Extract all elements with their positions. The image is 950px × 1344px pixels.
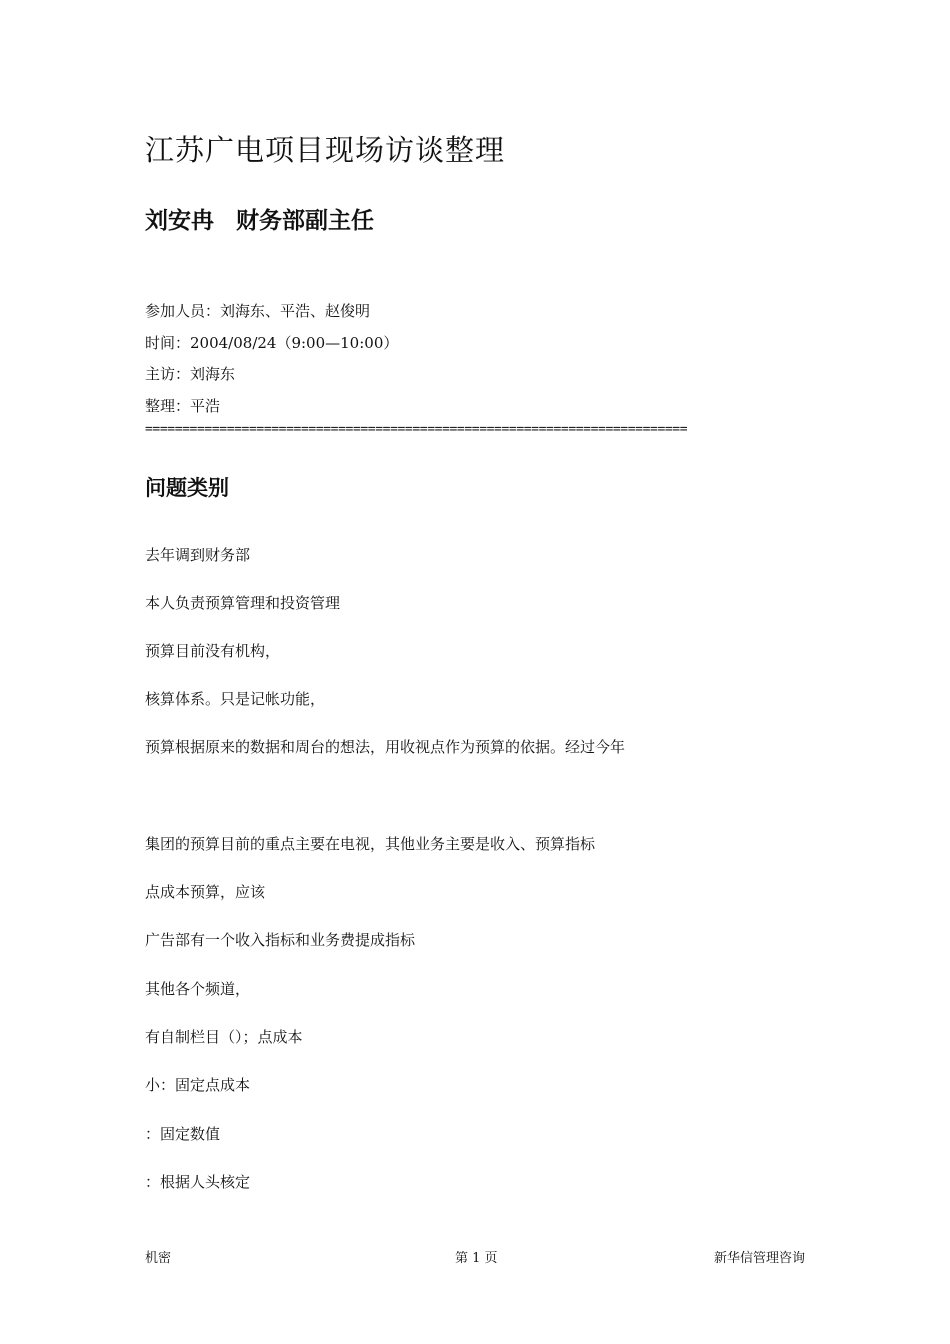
interviewee-role: 财务部副主任 bbox=[236, 208, 374, 234]
footer-confidential: 机密 bbox=[145, 1251, 172, 1266]
paragraph: 其他各个频道， bbox=[145, 980, 251, 998]
interviewee-heading bbox=[145, 202, 374, 235]
recorder-line: 整理：平浩 bbox=[145, 396, 221, 415]
paragraph: 去年调到财务部 bbox=[145, 546, 251, 564]
interviewee-name: 刘安冉 bbox=[145, 208, 214, 234]
section-heading: 问题类别 bbox=[145, 476, 229, 500]
document-title: 江苏广电项目现场访谈整理 bbox=[145, 133, 506, 167]
paragraph: 小：固定点成本 bbox=[145, 1076, 251, 1094]
paragraph: 核算体系。只是记帐功能， bbox=[145, 690, 326, 708]
meeting-info bbox=[145, 296, 398, 422]
footer-page-number: 第 1 页 bbox=[455, 1251, 498, 1266]
paragraph: 广告部有一个收入指标和业务费提成指标 bbox=[145, 931, 416, 949]
paragraph: 本人负责预算管理和投资管理 bbox=[145, 594, 341, 612]
paragraph: ：根据人头核定 bbox=[145, 1173, 251, 1191]
paragraph: 集团的预算目前的重点主要在电视，其他业务主要是收入、预算指标 bbox=[145, 835, 596, 853]
host-line: 主访：刘海东 bbox=[145, 365, 236, 383]
paragraph: 点成本预算，应该 bbox=[145, 883, 266, 901]
paragraph: ：固定数值 bbox=[145, 1125, 221, 1143]
participants-line: 参加人员：刘海东、平浩、赵俊明 bbox=[145, 302, 371, 320]
footer-company: 新华信管理咨询 bbox=[713, 1251, 805, 1266]
separator-line: ========================================================================= bbox=[145, 422, 688, 437]
paragraph: 预算目前没有机构， bbox=[145, 642, 281, 660]
time-line: 时间：2004/08/24（9:00—10:00） bbox=[145, 333, 399, 352]
paragraph: 有自制栏目（）；点成本 bbox=[145, 1028, 303, 1046]
paragraph: 预算根据原来的数据和周台的想法，用收视点作为预算的依据。经过今年 bbox=[145, 738, 626, 756]
